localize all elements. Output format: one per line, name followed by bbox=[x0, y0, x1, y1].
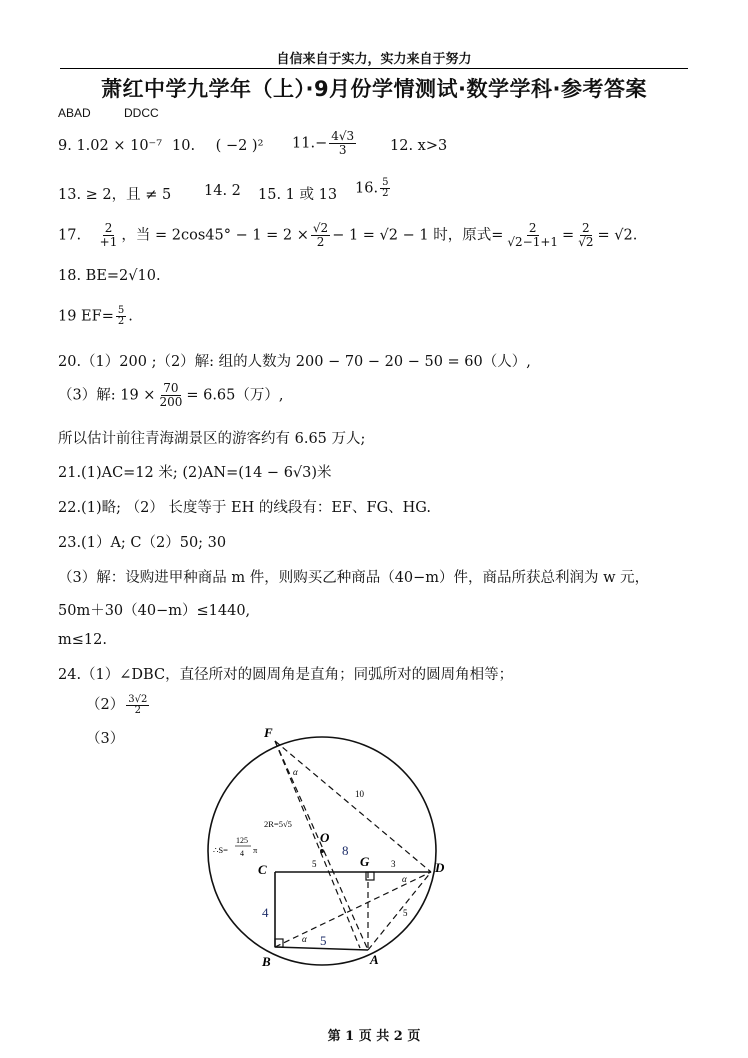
label-ad-length: 5 bbox=[403, 908, 408, 918]
label-go-length: 8 bbox=[342, 843, 349, 858]
answer-9 bbox=[58, 138, 162, 154]
motto: 自信来自于实力，实力来自于努力 bbox=[276, 52, 472, 67]
label-g: G bbox=[360, 854, 370, 869]
page-footer: 第 1 页 共 2 页 bbox=[327, 1029, 421, 1044]
q17-f4-den: √2 bbox=[578, 235, 594, 249]
q19-fraction bbox=[116, 306, 126, 327]
q17-f1-num: 2 bbox=[104, 221, 113, 235]
q16-number: 16. bbox=[355, 180, 379, 197]
label-a: A bbox=[370, 952, 379, 967]
label-gd-length: 3 bbox=[391, 859, 396, 869]
q17-fraction-1 bbox=[98, 222, 120, 249]
header-rule bbox=[60, 68, 688, 69]
label-area-num: 125 bbox=[236, 836, 248, 845]
label-cb-length: 4 bbox=[262, 905, 269, 920]
geometry-figure bbox=[200, 718, 460, 976]
q17-mid1: ，当 = 2cos45° − 1 = 2 × bbox=[121, 227, 309, 244]
q11-numerator: 4√3 bbox=[331, 129, 355, 143]
q17-f2-den: 2 bbox=[316, 235, 325, 249]
q11-sign: − bbox=[315, 135, 328, 152]
answer-20-line1: 20.（1）200 ;（2）解: 组的人数为 200 − 70 − 20 − 50 = 60（人）, bbox=[58, 354, 531, 370]
answer-17 bbox=[58, 222, 637, 249]
q19-suffix: . bbox=[128, 308, 133, 325]
label-b: B bbox=[262, 954, 271, 969]
q24-part2-fraction bbox=[126, 695, 149, 716]
q17-f1-den: +1 bbox=[99, 235, 118, 249]
q17-end: = √2. bbox=[597, 227, 638, 244]
page-title: 萧红中学九学年（上）·9月份学情测试·数学学科·参考答案 bbox=[100, 77, 648, 101]
q10-value: ( −2 )² bbox=[215, 138, 264, 154]
q20-fraction bbox=[157, 382, 184, 409]
q19-prefix: 19 EF= bbox=[58, 308, 114, 325]
q17-fraction-2 bbox=[311, 222, 330, 249]
choice-answers-1: ABAD bbox=[58, 106, 91, 120]
answer-14: 14. 2 bbox=[204, 183, 241, 199]
label-cg-length: 5 bbox=[312, 859, 317, 869]
q16-numerator: 5 bbox=[382, 177, 389, 188]
segment-fa bbox=[275, 741, 368, 950]
answer-23-line3: 50m＋30（40−m）≤1440, bbox=[58, 603, 251, 619]
q19-numerator: 5 bbox=[117, 305, 125, 316]
q17-fraction-4 bbox=[576, 222, 595, 249]
answer-23-line1: 23.(1）A; C（2）50; 30 bbox=[58, 535, 227, 551]
segment-ad bbox=[368, 872, 431, 950]
segment-bd bbox=[275, 872, 431, 947]
answer-16 bbox=[355, 178, 392, 199]
q24-part2-numerator: 3√2 bbox=[128, 693, 148, 705]
answer-22: 22.(1)略; （2） 长度等于 EH 的线段有：EF、FG、HG. bbox=[58, 500, 431, 516]
q11-denominator: 3 bbox=[338, 143, 347, 157]
label-alpha-b: α bbox=[302, 934, 307, 944]
answer-20-line2 bbox=[58, 382, 284, 409]
center-dot bbox=[320, 849, 324, 853]
answer-10 bbox=[172, 138, 263, 154]
label-fd-length: 10 bbox=[355, 789, 364, 799]
answer-11 bbox=[292, 130, 358, 157]
label-o: O bbox=[320, 830, 330, 845]
q20-denominator: 200 bbox=[159, 395, 183, 409]
answer-24-part3-label: （3） bbox=[86, 731, 125, 747]
segment-fd bbox=[275, 741, 431, 872]
q11-number: 11. bbox=[292, 135, 316, 152]
answer-13: 13. ≥ 2，且 ≠ 5 bbox=[58, 187, 172, 203]
q20-line2-prefix: （3）解: 19 × bbox=[58, 387, 156, 404]
q17-fraction-3 bbox=[505, 222, 560, 249]
q16-fraction bbox=[380, 178, 390, 199]
q9-value: 1.02 × 10⁻⁷ bbox=[76, 138, 163, 154]
q9-number: 9. bbox=[58, 138, 72, 154]
answer-24-part2 bbox=[86, 693, 151, 716]
answer-15: 15. 1 或 13 bbox=[258, 187, 338, 203]
q17-f3-den: √2−1+1 bbox=[507, 235, 559, 249]
q10-number: 10. bbox=[172, 138, 196, 154]
q17-eq: = bbox=[562, 227, 575, 244]
label-alpha-f: α bbox=[293, 767, 298, 777]
label-f: F bbox=[264, 725, 273, 740]
label-alpha-d: α bbox=[402, 874, 407, 884]
q20-numerator: 70 bbox=[163, 381, 179, 395]
label-area-den: 4 bbox=[240, 849, 244, 858]
label-c: C bbox=[258, 862, 267, 877]
q17-f2-num: √2 bbox=[312, 221, 329, 235]
q17-f3-num: 2 bbox=[528, 221, 537, 235]
q17-number: 17. bbox=[58, 227, 82, 244]
label-d: D bbox=[435, 860, 445, 875]
answer-21: 21.(1)AC=12 米; (2)AN=(14 − 6√3)米 bbox=[58, 465, 332, 481]
q11-fraction bbox=[329, 130, 356, 157]
answer-18: 18. BE=2√10. bbox=[58, 268, 161, 284]
answer-12: 12. x>3 bbox=[390, 138, 448, 154]
q19-denominator: 2 bbox=[117, 316, 125, 327]
label-ba-length: 5 bbox=[320, 933, 327, 948]
q17-mid2: − 1 = √2 − 1 时，原式= bbox=[332, 227, 504, 244]
right-angle-g bbox=[366, 872, 374, 880]
label-area-prefix: ∴S= bbox=[213, 845, 228, 855]
q17-f4-num: 2 bbox=[582, 221, 590, 235]
q16-denominator: 2 bbox=[382, 188, 389, 199]
label-area-suffix: π bbox=[253, 845, 258, 855]
answer-23-line4: m≤12. bbox=[58, 632, 107, 648]
answer-20-line3: 所以估计前往青海湖景区的游客约有 6.65 万人; bbox=[58, 431, 366, 447]
q20-line2-suffix: = 6.65（万）, bbox=[186, 387, 284, 404]
answer-23-line2: （3）解：设购进甲种商品 m 件，则购买乙种商品（40−m）件，商品所获总利润为 w 元， bbox=[58, 570, 650, 586]
answer-19 bbox=[58, 306, 133, 327]
label-two-r: 2R=5√5 bbox=[264, 819, 292, 829]
q24-part2-denominator: 2 bbox=[134, 704, 141, 716]
answer-24-line1: 24.（1）∠DBC，直径所对的圆周角是直角；同弧所对的圆周角相等； bbox=[58, 667, 514, 683]
q24-part2-label: （2） bbox=[86, 697, 125, 713]
choice-answers-2: DDCC bbox=[124, 106, 159, 120]
